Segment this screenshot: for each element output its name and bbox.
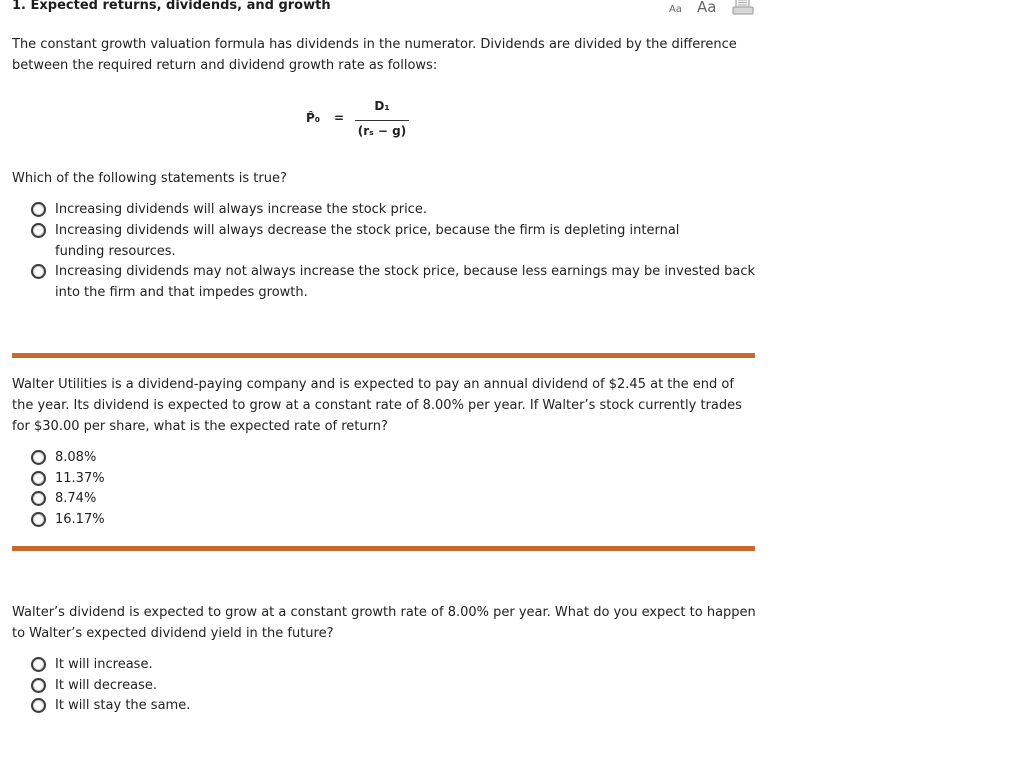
q1-option[interactable]	[31, 220, 720, 262]
section-divider	[12, 546, 755, 551]
q2-option-label: 11.37%	[55, 471, 105, 486]
q3-option-label: It will increase.	[55, 657, 153, 672]
radio-button[interactable]	[31, 491, 46, 506]
radio-button[interactable]	[31, 698, 46, 713]
formula-price: P̂₀	[306, 111, 321, 125]
q2-prompt: Walter Utilities is a dividend-paying company and is expected to pay an annual dividend of $2.45 at the end of the year. Its dividend is expected to grow at a constant rate of 8.00% per year. If Walter’s stock currently trades for $30.00 per share, what is the expected rate of return?	[12, 377, 742, 434]
print-icon[interactable]	[732, 0, 754, 16]
question-title: 1. Expected returns, dividends, and growth	[12, 0, 331, 13]
q3-option[interactable]	[31, 675, 760, 696]
q2-option-label: 8.08%	[55, 450, 97, 465]
q2-option-label: 16.17%	[55, 512, 105, 527]
q3-prompt: Walter’s dividend is expected to grow at a constant growth rate of 8.00% per year. What do you expect to happen to Walter’s expected dividend yield in the future?	[12, 605, 756, 641]
q3-option-label: It will decrease.	[55, 678, 157, 693]
q3-option[interactable]	[31, 695, 760, 716]
radio-button[interactable]	[31, 512, 46, 527]
radio-button[interactable]	[31, 450, 46, 465]
intro-text: The constant growth valuation formula has dividends in the numerator. Dividends are divided by the difference between the required return and dividend growth rate as follows:	[12, 37, 737, 73]
q1-option-label: Increasing dividends may not always increase the stock price, because less earnings may be invested back into the firm and that impedes growth.	[55, 264, 756, 300]
formula-equals: =	[334, 111, 345, 125]
formula-numerator: D₁	[374, 99, 390, 113]
q1-prompt: Which of the following statements is true?	[12, 171, 287, 186]
radio-button[interactable]	[31, 202, 46, 217]
q2-option[interactable]	[31, 488, 760, 509]
q2-option[interactable]	[31, 468, 760, 489]
radio-button[interactable]	[31, 657, 46, 672]
radio-button[interactable]	[31, 223, 46, 238]
font-size-small-button[interactable]: Aa	[669, 4, 682, 15]
q1-option[interactable]	[31, 199, 760, 220]
font-size-large-button[interactable]: Aa	[697, 0, 717, 16]
radio-button[interactable]	[31, 678, 46, 693]
q2-option[interactable]	[31, 447, 760, 468]
radio-button[interactable]	[31, 471, 46, 486]
q1-option-label: Increasing dividends will always decrease the stock price, because the firm is depleting internal funding resources.	[55, 223, 680, 259]
q1-option[interactable]	[31, 261, 760, 303]
q3-option[interactable]	[31, 654, 760, 675]
radio-button[interactable]	[31, 264, 46, 279]
q1-option-label: Increasing dividends will always increase the stock price.	[55, 202, 427, 217]
section-divider	[12, 353, 755, 358]
formula-denominator: (rₛ − g)	[357, 124, 407, 138]
q2-option[interactable]	[31, 509, 760, 530]
q2-option-label: 8.74%	[55, 491, 97, 506]
formula-fraction-bar	[355, 120, 409, 121]
q3-option-label: It will stay the same.	[55, 698, 191, 713]
